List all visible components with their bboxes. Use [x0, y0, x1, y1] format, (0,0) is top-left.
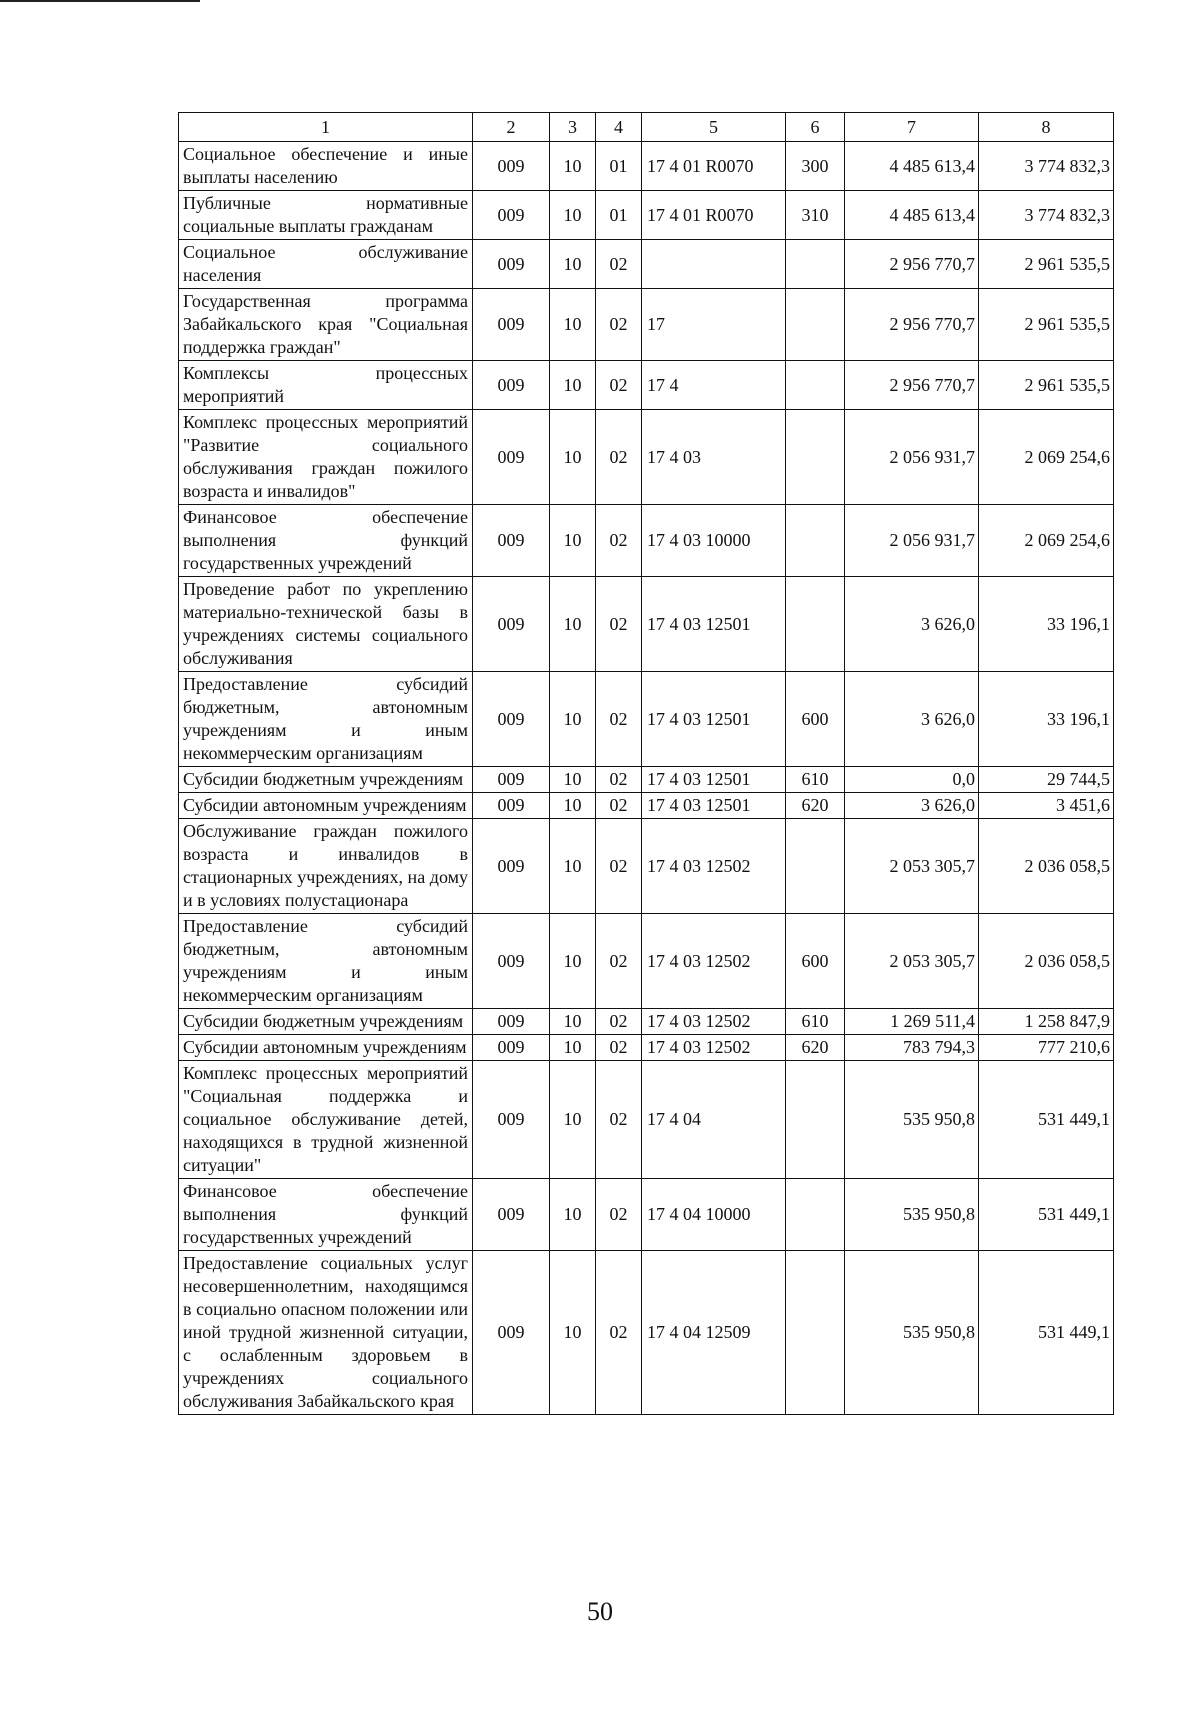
expense-type-code: 600	[786, 914, 845, 1009]
expense-type-code: 310	[786, 191, 845, 240]
target-article-code: 17 4 03 12501	[642, 577, 786, 672]
subsection-code: 02	[596, 672, 642, 767]
item-name: Субсидии бюджетным учреждениям	[179, 1009, 473, 1035]
column-header: 5	[642, 113, 786, 142]
expense-type-code	[786, 1251, 845, 1415]
subsection-code: 02	[596, 819, 642, 914]
ministry-code: 009	[473, 819, 550, 914]
target-article-code: 17 4 03 12501	[642, 767, 786, 793]
amount-year-1: 535 950,8	[845, 1061, 979, 1179]
table-row	[179, 142, 1114, 191]
item-name: Публичные нормативные социальные выплаты гражданам	[179, 191, 473, 240]
subsection-code: 02	[596, 1061, 642, 1179]
target-article-code: 17 4 04 12509	[642, 1251, 786, 1415]
item-name: Субсидии автономным учреждениям	[179, 793, 473, 819]
amount-year-1: 4 485 613,4	[845, 191, 979, 240]
target-article-code: 17 4 03 12502	[642, 914, 786, 1009]
subsection-code: 02	[596, 1009, 642, 1035]
amount-year-2: 2 069 254,6	[979, 410, 1114, 505]
table-row	[179, 793, 1114, 819]
table-row	[179, 672, 1114, 767]
column-header: 6	[786, 113, 845, 142]
item-name: Предоставление субсидий бюджетным, автономным учреждениям и иным некоммерческим организациям	[179, 672, 473, 767]
column-header: 4	[596, 113, 642, 142]
subsection-code: 02	[596, 1251, 642, 1415]
subsection-code: 02	[596, 240, 642, 289]
subsection-code: 01	[596, 142, 642, 191]
item-name: Финансовое обеспечение выполнения функций государственных учреждений	[179, 505, 473, 577]
expense-type-code	[786, 289, 845, 361]
table-row	[179, 1035, 1114, 1061]
column-header: 1	[179, 113, 473, 142]
expense-type-code: 620	[786, 793, 845, 819]
amount-year-2: 531 449,1	[979, 1061, 1114, 1179]
column-header: 8	[979, 113, 1114, 142]
ministry-code: 009	[473, 1035, 550, 1061]
amount-year-2: 3 451,6	[979, 793, 1114, 819]
section-code: 10	[550, 1009, 596, 1035]
ministry-code: 009	[473, 191, 550, 240]
ministry-code: 009	[473, 361, 550, 410]
expense-type-code	[786, 1061, 845, 1179]
amount-year-2: 2 036 058,5	[979, 819, 1114, 914]
amount-year-1: 2 056 931,7	[845, 410, 979, 505]
target-article-code: 17 4 03 12502	[642, 1009, 786, 1035]
section-code: 10	[550, 914, 596, 1009]
table-body	[179, 142, 1114, 1415]
section-code: 10	[550, 289, 596, 361]
expense-type-code: 300	[786, 142, 845, 191]
table-row	[179, 505, 1114, 577]
item-name: Субсидии автономным учреждениям	[179, 1035, 473, 1061]
section-code: 10	[550, 240, 596, 289]
ministry-code: 009	[473, 914, 550, 1009]
item-name: Комплексы процессных мероприятий	[179, 361, 473, 410]
subsection-code: 02	[596, 410, 642, 505]
section-code: 10	[550, 1035, 596, 1061]
subsection-code: 02	[596, 577, 642, 672]
ministry-code: 009	[473, 142, 550, 191]
amount-year-1: 783 794,3	[845, 1035, 979, 1061]
subsection-code: 02	[596, 793, 642, 819]
amount-year-2: 2 961 535,5	[979, 240, 1114, 289]
page-number: 50	[587, 1597, 613, 1626]
target-article-code: 17 4 01 R0070	[642, 142, 786, 191]
section-code: 10	[550, 672, 596, 767]
amount-year-2: 3 774 832,3	[979, 142, 1114, 191]
target-article-code: 17 4 03	[642, 410, 786, 505]
expense-type-code	[786, 410, 845, 505]
expense-type-code: 610	[786, 1009, 845, 1035]
table-row	[179, 191, 1114, 240]
column-header: 7	[845, 113, 979, 142]
amount-year-2: 2 961 535,5	[979, 289, 1114, 361]
expense-type-code	[786, 1179, 845, 1251]
target-article-code: 17	[642, 289, 786, 361]
target-article-code: 17 4	[642, 361, 786, 410]
expense-type-code: 600	[786, 672, 845, 767]
table-row	[179, 577, 1114, 672]
table-header-row	[179, 113, 1114, 142]
amount-year-2: 531 449,1	[979, 1179, 1114, 1251]
item-name: Обслуживание граждан пожилого возраста и инвалидов в стационарных учреждениях, на дому и в условиях полустационара	[179, 819, 473, 914]
section-code: 10	[550, 410, 596, 505]
section-code: 10	[550, 191, 596, 240]
item-name: Социальное обслуживание населения	[179, 240, 473, 289]
section-code: 10	[550, 1061, 596, 1179]
section-code: 10	[550, 1251, 596, 1415]
amount-year-1: 1 269 511,4	[845, 1009, 979, 1035]
ministry-code: 009	[473, 1251, 550, 1415]
expense-type-code: 610	[786, 767, 845, 793]
section-code: 10	[550, 577, 596, 672]
item-name: Государственная программа Забайкальского края "Социальная поддержка граждан"	[179, 289, 473, 361]
table-row	[179, 819, 1114, 914]
item-name: Субсидии бюджетным учреждениям	[179, 767, 473, 793]
budget-table	[178, 112, 1114, 1415]
ministry-code: 009	[473, 1061, 550, 1179]
amount-year-1: 535 950,8	[845, 1179, 979, 1251]
amount-year-1: 0,0	[845, 767, 979, 793]
item-name: Предоставление социальных услуг несовершеннолетним, находящимся в социально опасном положении или иной трудной жизненной ситуации, с ослабленным здоровьем в учреждениях социального обслуживания Забайкальского края	[179, 1251, 473, 1415]
ministry-code: 009	[473, 240, 550, 289]
target-article-code: 17 4 03 10000	[642, 505, 786, 577]
item-name: Социальное обеспечение и иные выплаты населению	[179, 142, 473, 191]
item-name: Предоставление субсидий бюджетным, автономным учреждениям и иным некоммерческим организациям	[179, 914, 473, 1009]
amount-year-2: 531 449,1	[979, 1251, 1114, 1415]
amount-year-1: 3 626,0	[845, 672, 979, 767]
section-code: 10	[550, 142, 596, 191]
ministry-code: 009	[473, 767, 550, 793]
amount-year-1: 2 056 931,7	[845, 505, 979, 577]
ministry-code: 009	[473, 577, 550, 672]
amount-year-2: 2 036 058,5	[979, 914, 1114, 1009]
expense-type-code	[786, 361, 845, 410]
subsection-code: 02	[596, 505, 642, 577]
target-article-code	[642, 240, 786, 289]
ministry-code: 009	[473, 1009, 550, 1035]
amount-year-1: 2 956 770,7	[845, 361, 979, 410]
subsection-code: 02	[596, 289, 642, 361]
ministry-code: 009	[473, 793, 550, 819]
amount-year-2: 2 069 254,6	[979, 505, 1114, 577]
section-code: 10	[550, 819, 596, 914]
table-row	[179, 361, 1114, 410]
ministry-code: 009	[473, 672, 550, 767]
item-name: Комплекс процессных мероприятий "Развитие социального обслуживания граждан пожилого возраста и инвалидов"	[179, 410, 473, 505]
item-name: Комплекс процессных мероприятий "Социальная поддержка и социальное обслуживание детей, находящихся в трудной жизненной ситуации"	[179, 1061, 473, 1179]
section-code: 10	[550, 1179, 596, 1251]
table-row	[179, 289, 1114, 361]
amount-year-2: 33 196,1	[979, 577, 1114, 672]
ministry-code: 009	[473, 505, 550, 577]
expense-type-code: 620	[786, 1035, 845, 1061]
amount-year-2: 3 774 832,3	[979, 191, 1114, 240]
subsection-code: 02	[596, 1035, 642, 1061]
budget-table-page	[178, 112, 1113, 1415]
amount-year-1: 2 053 305,7	[845, 914, 979, 1009]
amount-year-2: 29 744,5	[979, 767, 1114, 793]
section-code: 10	[550, 767, 596, 793]
subsection-code: 02	[596, 1179, 642, 1251]
amount-year-1: 535 950,8	[845, 1251, 979, 1415]
amount-year-2: 33 196,1	[979, 672, 1114, 767]
amount-year-1: 2 053 305,7	[845, 819, 979, 914]
subsection-code: 02	[596, 361, 642, 410]
amount-year-1: 3 626,0	[845, 793, 979, 819]
amount-year-2: 1 258 847,9	[979, 1009, 1114, 1035]
expense-type-code	[786, 240, 845, 289]
table-row	[179, 1179, 1114, 1251]
table-row	[179, 1251, 1114, 1415]
target-article-code: 17 4 04 10000	[642, 1179, 786, 1251]
expense-type-code	[786, 819, 845, 914]
subsection-code: 02	[596, 767, 642, 793]
target-article-code: 17 4 04	[642, 1061, 786, 1179]
target-article-code: 17 4 03 12502	[642, 1035, 786, 1061]
target-article-code: 17 4 03 12502	[642, 819, 786, 914]
ministry-code: 009	[473, 289, 550, 361]
column-header: 3	[550, 113, 596, 142]
table-row	[179, 240, 1114, 289]
target-article-code: 17 4 03 12501	[642, 672, 786, 767]
section-code: 10	[550, 793, 596, 819]
ministry-code: 009	[473, 410, 550, 505]
table-row	[179, 1009, 1114, 1035]
item-name: Проведение работ по укреплению материально-технической базы в учреждениях системы социального обслуживания	[179, 577, 473, 672]
scan-edge-line	[0, 0, 200, 2]
target-article-code: 17 4 01 R0070	[642, 191, 786, 240]
table-row	[179, 767, 1114, 793]
amount-year-2: 777 210,6	[979, 1035, 1114, 1061]
subsection-code: 02	[596, 914, 642, 1009]
amount-year-1: 2 956 770,7	[845, 289, 979, 361]
expense-type-code	[786, 505, 845, 577]
ministry-code: 009	[473, 1179, 550, 1251]
amount-year-1: 2 956 770,7	[845, 240, 979, 289]
table-row	[179, 410, 1114, 505]
subsection-code: 01	[596, 191, 642, 240]
column-header: 2	[473, 113, 550, 142]
amount-year-1: 4 485 613,4	[845, 142, 979, 191]
table-row	[179, 1061, 1114, 1179]
amount-year-1: 3 626,0	[845, 577, 979, 672]
section-code: 10	[550, 505, 596, 577]
item-name: Финансовое обеспечение выполнения функций государственных учреждений	[179, 1179, 473, 1251]
expense-type-code	[786, 577, 845, 672]
section-code: 10	[550, 361, 596, 410]
amount-year-2: 2 961 535,5	[979, 361, 1114, 410]
target-article-code: 17 4 03 12501	[642, 793, 786, 819]
table-row	[179, 914, 1114, 1009]
